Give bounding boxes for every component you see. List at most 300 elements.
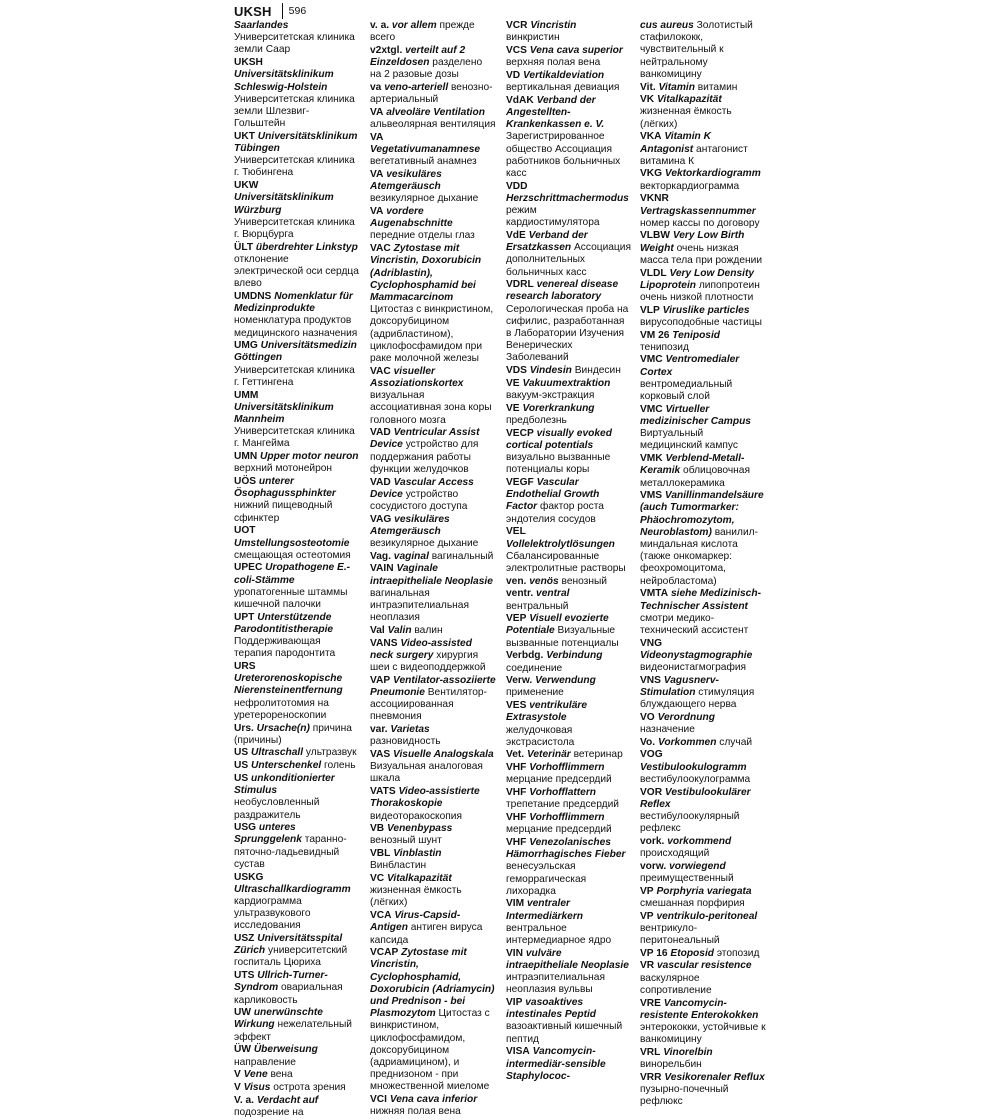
entry-abbreviation: UOT [234,525,256,537]
dictionary-entry [370,551,496,563]
entry-abbreviation: VBL [370,848,391,860]
entry-term: Vorkommen [657,736,717,748]
entry-abbreviation: VAC [370,365,391,377]
entry-translation: верхняя полая вена [506,57,601,69]
entry-abbreviation: VA [370,168,384,180]
entry-term: veno-arteriell [384,82,449,94]
entry-translation: Виндесин [571,365,621,377]
entry-translation: Визуальные вызванные потенциалы [506,625,619,649]
entry-translation: Цитостаз с винкристином, циклофосфамидом, доксорубицином (адриамицином), и преднизоном - при множественной миеломе [370,1008,490,1093]
entry-term: cus aureus [640,20,694,31]
entry-abbreviation: VCR [506,20,528,31]
entry-term: Videonystagmographie [640,649,753,661]
entry-translation: мерцание предсердий [506,824,612,836]
entry-term: Verband der Ersatzkassen [506,229,588,254]
entry-abbreviation: VNS [640,674,661,686]
entry-abbreviation: VMK [640,453,663,465]
entry-abbreviation: VdE [506,229,526,241]
entry-abbreviation: VA [370,131,384,143]
entry-abbreviation: UÖS [234,476,257,488]
entry-abbreviation: VAS [370,748,391,760]
entry-translation: визуальная ассоциативная зона коры головного мозга [370,390,492,426]
dictionary-entry [506,20,632,44]
entry-translation: соединение [506,662,563,674]
entry-abbreviation: VIP [506,997,523,1009]
dictionary-entry [506,787,632,811]
entry-abbreviation: V [234,1069,241,1081]
entry-translation: визуально вызванные потенциалы коры [506,452,611,476]
header-title: UKSH [234,3,272,19]
entry-translation: вегетативный анамнез [370,156,477,168]
dictionary-entry [370,675,496,724]
entry-translation: вазоактивный кишечный пептид [506,1021,623,1045]
dictionary-entry [640,737,766,749]
entry-translation: венозно-артериальный [370,82,493,106]
column-2 [370,20,496,1119]
entry-term: vaginal [393,550,429,562]
entry-term: Vesikorenaler Reflux [664,1071,765,1083]
entry-term: Video-assistierte Thorakoskopie [370,786,480,810]
entry-term: Vinorelbin [663,1046,713,1058]
entry-term: Virtueller medizinischer Campus [640,403,751,427]
entry-abbreviation: VDS [506,365,527,377]
entry-abbreviation: UMM [234,389,259,401]
entry-abbreviation: V. a. [234,1094,255,1106]
dictionary-entry [506,588,632,612]
entry-term: Visuelle Analogskala [393,748,494,760]
entry-term: Unterstützende Parodontitistherapie [234,611,334,635]
entry-term: Herzschrittmachermodus [506,192,629,204]
dictionary-entry [234,933,360,970]
dictionary-entry [234,291,360,340]
dictionary-entry [506,762,632,786]
dictionary-entry [506,477,632,526]
entry-translation: Серологическая проба на сифилис, разработанная в Лаборатории Изучения Венерических Заболеваний [506,303,629,364]
entry-term: Ventromedialer Cortex [640,354,740,378]
entry-term: vascular resistence [657,960,752,972]
dictionary-entry [506,95,632,180]
entry-abbreviation: Val [370,624,385,636]
entry-abbreviation: VMC [640,354,663,366]
entry-term: visually evoked cortical potentials [506,427,612,451]
entry-term: Vestibulookulärer Reflex [640,786,751,810]
dictionary-entry [234,773,360,822]
dictionary-entry [506,230,632,279]
entry-translation: мерцание предсердий [506,774,612,786]
entry-abbreviation: VKA [640,131,662,143]
entry-translation: пузырно-почечный рефлюкс [640,1083,729,1108]
entry-abbreviation: UKSH [234,57,263,69]
entry-term: ventraler Intermediärkern [506,898,584,922]
entry-term: Umstellungsosteotomie [234,537,350,549]
dictionary-entry [370,947,496,1093]
entry-abbreviation: VDRL [506,279,534,291]
entry-translation: ванилил-миндальная кислота (также онкомаркер: феохромоцитома, нейробластома) [640,526,758,587]
entry-abbreviation: Vit. [640,81,656,93]
entry-translation: везикулярное дыхание [370,538,479,550]
entry-term: Vestibulookulogramm [640,761,747,773]
entry-translation: тенипозид [640,341,689,353]
entry-term: Veterinär [526,749,571,761]
entry-translation: смешанная порфирия [640,897,745,909]
dictionary-entry [640,675,766,712]
entry-translation: ультразвук [303,747,357,759]
entry-abbreviation: VCI [370,1094,387,1106]
entry-translation: венозный [558,575,607,587]
dictionary-entry [640,998,766,1047]
entry-term: Vakuumextraktion [522,377,611,389]
entry-term: Vagusnerv-Stimulation [640,674,719,698]
entry-abbreviation: VRL [640,1046,661,1058]
dictionary-entry [506,948,632,997]
entry-abbreviation: VAD [370,476,391,488]
entry-translation: вагинальная интраэпителиальная неоплазия [370,587,469,624]
entry-translation: вирусоподобные частицы [640,316,762,328]
dictionary-entry [234,970,360,1007]
entry-translation: подозрение на [234,1106,304,1118]
entry-abbreviation: VA [370,106,384,118]
dictionary-entry [640,193,766,230]
dictionary-entry [370,625,496,637]
entry-term: vorwiegend [669,860,726,872]
dictionary-entry [370,366,496,427]
entry-term: Vascular Endothelial Growth Factor [506,477,600,513]
entry-abbreviation: VE [506,377,520,389]
dictionary-entry [370,169,496,206]
entry-translation: энтерококки, устойчивые к ванкомицину [640,1021,766,1046]
entry-translation: уропатогенные штаммы кишечной палочки [234,586,348,611]
entry-abbreviation: VEL [506,526,526,538]
entry-term: Vincristin [530,20,577,31]
entry-term: unterer Ösophagussphinkter [234,476,336,500]
entry-translation: вентральное интермедиарное ядро [506,922,612,947]
dictionary-entry [234,57,360,130]
dictionary-entry [234,723,360,747]
dictionary-entry [640,354,766,403]
entry-abbreviation: VAP [370,674,391,686]
entry-abbreviation: VLP [640,304,660,316]
entry-translation: отклонение электрической оси сердца влево [234,253,359,290]
entry-abbreviation: US [234,747,249,759]
entry-translation: устройство сосудистого доступа [370,488,468,512]
entry-term: Vertikaldeviation [523,69,605,81]
entry-translation: голень [321,760,356,772]
entry-abbreviation: VEGF [506,477,534,489]
dictionary-entry [370,45,496,82]
entry-abbreviation: Verw. [506,675,533,687]
entry-translation: необусловленный раздражитель [234,797,320,821]
entry-abbreviation: VKG [640,168,663,180]
entry-translation: Золотистый стафилококк, чувствительный к нейтральному ванкомицину [640,20,753,80]
dictionary-entry [370,563,496,624]
entry-term: ventrikulo-peritoneal [656,910,758,922]
entry-abbreviation: var. [370,724,388,736]
dictionary-entry [640,490,766,588]
entry-translation: видеоторакоскопия [370,810,462,822]
entry-translation: фактор роста эндотелия сосудов [506,501,604,525]
dictionary-entry [506,650,632,674]
entry-abbreviation: VNG [640,637,663,649]
entry-abbreviation: UW [234,1007,251,1019]
entry-term: Unterschenkel [251,760,322,772]
entry-translation: смещающая остеотомия [234,549,351,561]
entry-translation: витамин [694,81,738,93]
entry-abbreviation: ven. [506,575,527,587]
dictionary-entry [640,911,766,948]
dictionary-entry [234,760,360,772]
entry-abbreviation: vorw. [640,860,667,872]
entry-term: Visus [243,1081,271,1093]
entry-term: Vorerkrankung [522,402,595,414]
dictionary-entry [640,712,766,736]
entry-term: Varietas [390,724,430,736]
entry-translation: везикулярное дыхание [370,193,479,205]
entry-term: Vorhofflattern [529,787,597,799]
entry-translation: номер кассы по договору [640,217,760,229]
entry-abbreviation: VAG [370,513,392,525]
entry-term: Vancomycin-intermediär-sensible Staphylococ- [506,1046,606,1082]
dictionary-entry [506,378,632,402]
entry-translation: применение [506,687,564,699]
entry-abbreviation: vork. [640,835,665,847]
entry-term: Zytostase mit Vincristin, Doxorubicin (Adriblastin), Cyclophosphamid bei Mammacarcinom [370,243,482,303]
running-header [234,2,306,20]
entry-translation: Университетская клиника земли Шлезвиг-Гольштейн [234,93,355,130]
entry-term: Virus-Capsid-Antigen [370,910,461,934]
dictionary-entry [234,1007,360,1044]
entry-abbreviation: VIN [506,947,523,959]
entry-abbreviation: ÜLT [234,241,254,253]
entry-abbreviation: VCA [370,910,392,922]
entry-translation: вестибулоокулограмма [640,773,751,785]
entry-translation: Поддерживающая терапия пародонтита [234,636,336,660]
dictionary-entry [370,1094,496,1118]
entry-translation: нижний пищеводный сфинктер [234,500,333,524]
entry-translation: антиген вируса капсида [370,922,483,946]
entry-translation: вентромедиальный корковый слой [640,378,733,403]
entry-abbreviation: VEP [506,613,527,625]
dictionary-entry [234,340,360,389]
entry-translation: Виртуальный медицинский кампус [640,428,738,452]
entry-term: Vitamin K Antagonist [640,131,711,155]
dictionary-entry [640,168,766,192]
entry-translation: вентральный [506,600,569,612]
dictionary-entry [370,786,496,823]
dictionary-entry [506,1046,632,1083]
dictionary-entry [234,180,360,241]
entry-term: Überweisung [253,1044,318,1056]
entry-term: Ureterorenoskopische Nierensteinentfernung [234,673,343,697]
entry-term: venereal disease research laboratory [506,279,619,303]
entry-translation: жизненная ёмкость (лёгких) [370,885,462,909]
entry-term: Nomenklatur für Medizinprodukte [234,290,353,315]
entry-abbreviation: VRE [640,997,661,1009]
dictionary-entry [506,428,632,477]
entry-abbreviation: VP [640,885,654,897]
entry-term: Valin [387,624,412,636]
dictionary-entry [506,837,632,898]
dictionary-entry [370,243,496,365]
entry-term: überdrehter Linkstyp [255,241,358,253]
entry-abbreviation: VATS [370,786,396,798]
entry-translation: вакуум-экстракция [506,390,595,402]
entry-term: verteilt auf 2 Einzeldosen [370,44,466,69]
entry-abbreviation: VCS [506,44,527,56]
entry-abbreviation: VMC [640,403,663,415]
dictionary-entry [370,848,496,872]
entry-abbreviation: VP [640,910,654,922]
entry-term: Vegetativumanamnese [370,144,481,156]
entry-abbreviation: VIM [506,898,525,910]
entry-term: Verordnung [657,711,715,723]
dictionary-entry [234,20,360,57]
entry-translation: ветеринар [570,749,623,761]
entry-abbreviation: USZ [234,933,255,945]
entry-translation: острота зрения [270,1081,346,1093]
entry-translation: нижняя полая вена [370,1106,461,1118]
dictionary-entry [506,70,632,94]
dictionary-entry [640,960,766,997]
entry-translation: вентрикуло-перитонеальный [640,922,720,947]
entry-translation: верхний мотонейрон [234,463,333,475]
entry-term: Vitamin [658,81,695,93]
entry-term: Very Low Density Lipoprotein [640,267,754,291]
entry-translation: вестибулоокулярный рефлекс [640,811,740,835]
entry-term: Verbindung [546,650,603,662]
entry-term: Verblend-Metall-Keramik [640,453,745,477]
entry-translation: валин [411,624,443,636]
dictionary-entry [506,749,632,761]
entry-term: Ventilator-assoziierte Pneumonie [370,674,496,698]
entry-abbreviation: Vo. [640,736,656,748]
entry-abbreviation: VR [640,960,655,972]
dictionary-entry [640,453,766,490]
entry-translation: васкулярное сопротивление [640,972,712,996]
entry-abbreviation: UKW [234,180,259,192]
dictionary-entry [640,1047,766,1071]
dictionary-entry [234,390,360,451]
dictionary-entry [234,661,360,722]
entry-abbreviation: VO [640,711,655,723]
entry-abbreviation: VES [506,700,527,712]
entry-translation: Ассоциация дополнительных больничных касс [506,242,631,278]
entry-abbreviation: UMDNS [234,290,272,302]
entry-term: Visuell evozierte Potentiale [506,613,609,637]
entry-translation: венозный шунт [370,835,442,847]
dictionary-entry [640,94,766,131]
entry-translation: интраэпителиальная неоплазия вульвы [506,972,605,996]
entry-translation: смотри медико-технический ассистент [640,612,749,636]
entry-term: ventral [536,588,570,600]
entry-term: Vertragskassennummer [640,205,756,217]
dictionary-entry [506,898,632,947]
entry-abbreviation: UKT [234,130,255,142]
dictionary-entry [640,404,766,453]
dictionary-entry [640,230,766,267]
entry-abbreviation: VMS [640,490,663,502]
entry-translation: нефролитотомия на уретерореноскопии [234,697,329,721]
entry-term: Vancomycin-resistente Enterokokken [640,997,759,1021]
entry-translation: овариальная карликовость [234,982,343,1006]
dictionary-entry [506,403,632,427]
dictionary-entry [370,427,496,476]
entry-translation: очень низкая масса тела при рождении [640,242,763,266]
entry-abbreviation: VECP [506,427,534,439]
entry-abbreviation: US [234,760,249,772]
entry-translation: разновидность [370,736,441,748]
entry-translation: венесуэльская геморрагическая лихорадка [506,861,587,897]
entry-term: vulväre intraepitheliale Neoplasie [506,947,629,971]
entry-translation: прежде всего [370,20,475,44]
entry-abbreviation: V [234,1081,241,1093]
dictionary-entry [370,749,496,786]
entry-abbreviation: VA [370,206,384,218]
entry-term: vasoaktives intestinales Peptid [506,997,597,1021]
entry-translation: вагинальный [428,550,494,562]
entry-translation: университетский госпиталь Цюриха [234,945,348,969]
entry-term: vor allem [391,20,437,31]
dictionary-entry [234,1082,360,1094]
entry-abbreviation: v. a. [370,20,390,31]
entry-abbreviation: va [370,82,382,94]
entry-abbreviation: VRR [640,1071,662,1083]
entry-abbreviation: VANS [370,637,398,649]
dictionary-entry [370,107,496,131]
entry-translation: номенклатура продуктов медицинского назначения [234,315,358,339]
entry-translation: векторкардиограмма [640,180,740,192]
entry-translation: этопозид [714,947,760,959]
dictionary-entry [234,1095,360,1119]
dictionary-entry [640,1072,766,1109]
entry-abbreviation: VC [370,873,385,885]
entry-term: unkonditionierter Stimulus [234,772,335,797]
entry-translation: назначение [640,724,695,736]
entry-term: unerwünschte Wirkung [234,1007,323,1031]
dictionary-entry [640,330,766,354]
entry-term: Vorhofflimmern [529,812,605,823]
entry-abbreviation: USG [234,822,257,834]
entry-term: vesikuläres Atemgeräusch [370,513,450,537]
dictionary-entry [370,206,496,243]
header-divider [282,3,283,19]
dictionary-entry [640,749,766,786]
entry-translation: желудочковая экстрасистола [506,724,575,748]
entry-translation: видеонистагмография [640,662,747,674]
entry-abbreviation: UTS [234,970,255,982]
dictionary-entry [506,181,632,230]
entry-translation: Университетская клиника г. Вюрцбурга [234,216,355,240]
entry-term: vesikuläres Atemgeräusch [370,168,442,193]
dictionary-entry [370,873,496,910]
entry-abbreviation: US [234,772,249,784]
entry-translation: кардиограмма ультразвукового исследования [234,895,311,932]
entry-term: Ursache(n) [256,722,310,734]
column-4 [640,20,766,1109]
entry-translation: хирургия шеи с видеоподдержкой [370,649,486,674]
entry-term: vordere Augenabschnitte [370,206,453,230]
entry-translation: Зарегистрированное общество Ассоциация работников больничных касс [506,131,621,179]
dictionary-entry [506,812,632,836]
entry-abbreviation: UPT [234,611,255,623]
entry-translation: трепетание предсердий [506,799,619,811]
entry-translation: устройство для поддержания работы функции желудочков [370,439,479,475]
entry-translation: Цитостаз с винкристином, доксорубицином (адрибластином), циклофосфамидом при раке молочной железы [370,304,494,364]
dictionary-entry [370,82,496,106]
entry-abbreviation: VKNR [640,193,669,205]
dictionary-entry [640,20,766,81]
entry-term: Vektorkardiogramm [664,168,761,180]
entry-abbreviation: ventr. [506,588,534,600]
